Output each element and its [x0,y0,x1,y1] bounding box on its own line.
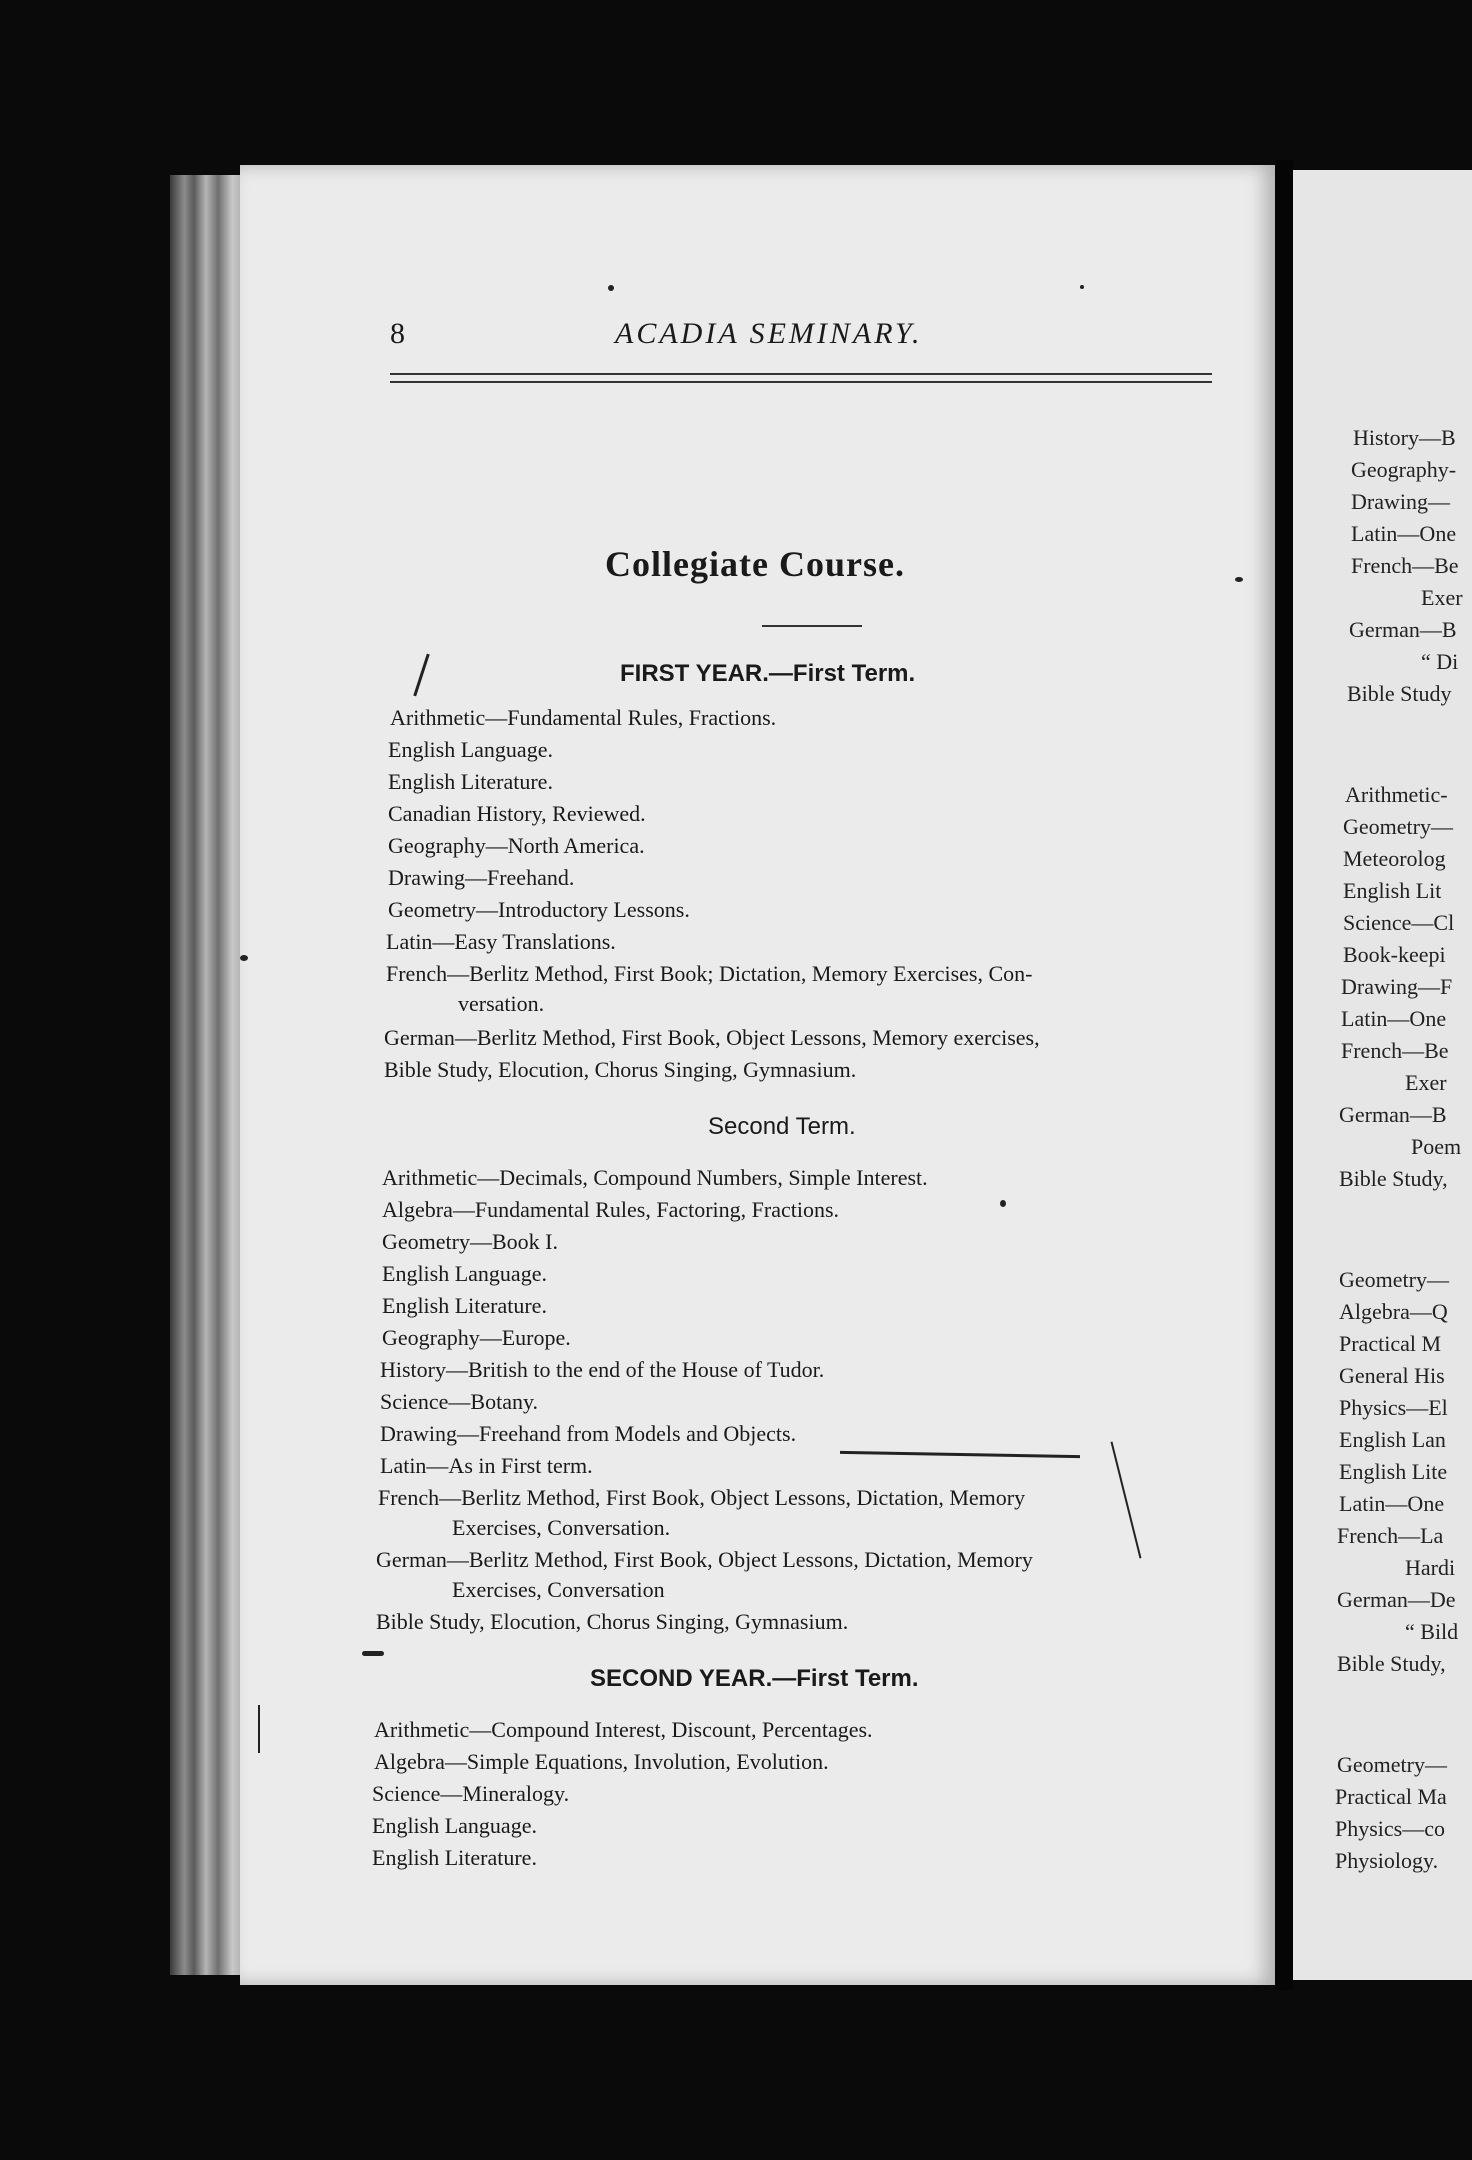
fragment-line: Drawing—F [1341,974,1453,999]
ink-mark [413,654,429,697]
header-rule-bottom [390,381,1212,383]
running-head [390,317,1150,367]
list-item: Latin—Easy Translations. [386,929,616,954]
fragment-line: Arithmetic- [1345,782,1448,807]
list-item: Geography—Europe. [382,1325,571,1350]
list-item: Science—Mineralogy. [372,1781,570,1806]
fragment-line: Book-keepi [1343,942,1446,967]
fragment-line: Bible Study, [1339,1166,1448,1191]
fragment-line: Exer [1405,1070,1447,1095]
list-item: German—Berlitz Method, First Book, Object Lessons, Memory exercises, [384,1025,1040,1050]
fragment-line: English Lite [1339,1459,1448,1484]
speck [1000,1200,1006,1207]
list-item: Bible Study, Elocution, Chorus Singing, Gymnasium. [384,1057,857,1082]
fragment-line: German—De [1337,1587,1456,1612]
fragment-line: German—B [1349,617,1457,642]
fragment-line: Geometry— [1343,814,1453,839]
fragment-line: Physics—co [1335,1816,1445,1841]
fragment-line: Geometry— [1339,1267,1449,1292]
fragment-line: English Lan [1339,1427,1446,1452]
running-title: ACADIA SEMINARY. [615,317,923,350]
book-page-edges [170,175,250,1975]
fragment-line: Algebra—Q [1339,1299,1448,1324]
fragment-line: Physics—El [1339,1395,1448,1420]
list-item: English Language. [388,737,553,762]
fragment-line: Practical M [1339,1331,1442,1356]
list-item: Geometry—Introductory Lessons. [388,897,690,922]
fragment-line: History—B [1353,425,1456,450]
list-item: German—Berlitz Method, First Book, Object Lessons, Dictation, Memory [376,1547,1033,1572]
fragment-line: French—Be [1341,1038,1449,1063]
speck [608,285,614,291]
fragment-line: French—Be [1351,553,1459,578]
speck [240,955,248,961]
list-item: Exercises, Conversation. [452,1515,671,1540]
book-page-right-fragment [1293,170,1472,1980]
ink-underline [840,1451,1080,1458]
header-rule-top [390,373,1212,375]
title-rule [762,625,862,627]
fragment-line: English Lit [1343,878,1442,903]
list-item: Bible Study, Elocution, Chorus Singing, Gymnasium. [376,1609,849,1634]
list-item: English Literature. [382,1293,547,1318]
fragment-line: Science—Cl [1343,910,1455,935]
list-item: Exercises, Conversation [452,1577,665,1602]
list-item: English Language. [372,1813,537,1838]
ink-mark [258,1705,260,1753]
list-item: Drawing—Freehand. [388,865,575,890]
list-item: Geometry—Book I. [382,1229,558,1254]
page-gutter [1275,160,1293,1990]
list-item: Latin—As in First term. [380,1453,593,1478]
list-item: Algebra—Fundamental Rules, Factoring, Fractions. [382,1197,840,1222]
list-item: English Literature. [388,769,553,794]
fragment-line: Geography- [1351,457,1457,482]
first-year-heading: FIRST YEAR.—First Term. [620,660,916,687]
second-term-heading: Second Term. [708,1113,856,1140]
list-item: versation. [458,991,545,1016]
fragment-line: Poem [1411,1134,1462,1159]
fragment-line: Latin—One [1341,1006,1447,1031]
second-year-heading: SECOND YEAR.—First Term. [590,1665,919,1692]
list-item: Geography—North America. [388,833,645,858]
fragment-line: Physiology. [1335,1848,1439,1873]
speck [1080,285,1084,289]
list-item: History—British to the end of the House of Tudor. [380,1357,825,1382]
list-item: Drawing—Freehand from Models and Objects. [380,1421,797,1446]
fragment-line: “ Di [1421,649,1459,674]
list-item: English Language. [382,1261,547,1286]
fragment-line: German—B [1339,1102,1447,1127]
list-item: English Literature. [372,1845,537,1870]
fragment-line: General His [1339,1363,1445,1388]
list-item: French—Berlitz Method, First Book; Dictation, Memory Exercises, Con- [386,961,1033,986]
fragment-line: “ Bild [1405,1619,1459,1644]
list-item: Canadian History, Reviewed. [388,801,646,826]
fragment-line: French—La [1337,1523,1444,1548]
ink-mark [1111,1442,1142,1559]
fragment-line: Hardi [1405,1555,1456,1580]
fragment-line: Latin—One [1351,521,1457,546]
fragment-line: Latin—One [1339,1491,1445,1516]
fragment-line: Drawing— [1351,489,1450,514]
list-item: Arithmetic—Fundamental Rules, Fractions. [390,705,777,730]
fragment-line: Exer [1421,585,1463,610]
list-item: Science—Botany. [380,1389,539,1414]
list-item: Arithmetic—Decimals, Compound Numbers, Simple Interest. [382,1165,928,1190]
list-item: French—Berlitz Method, First Book, Object Lessons, Dictation, Memory [378,1485,1026,1510]
speck [1235,577,1243,582]
fragment-line: Bible Study [1347,681,1452,706]
book-page-left [240,165,1275,1985]
list-item: Arithmetic—Compound Interest, Discount, Percentages. [374,1717,873,1742]
ink-mark [362,1651,384,1656]
fragment-line: Geometry— [1337,1752,1447,1777]
course-title: Collegiate Course. [605,544,905,584]
page-number: 8 [390,317,405,350]
fragment-line: Meteorolog [1343,846,1446,871]
fragment-line: Practical Ma [1335,1784,1447,1809]
list-item: Algebra—Simple Equations, Involution, Evolution. [374,1749,829,1774]
fragment-line: Bible Study, [1337,1651,1446,1676]
